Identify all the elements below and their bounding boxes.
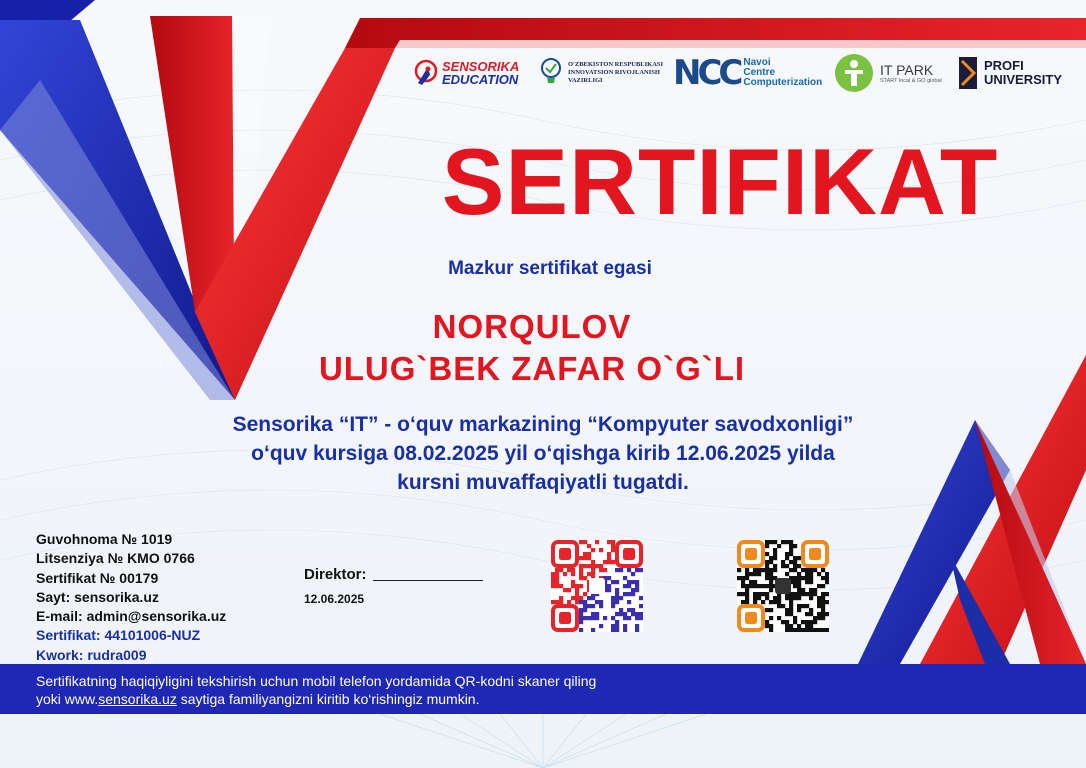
profi-logo-line2: UNIVERSITY (984, 72, 1063, 87)
it-park-logo-line1: IT PARK (880, 62, 934, 78)
ministry-logo (538, 52, 686, 94)
sensorika-education-logo (414, 52, 519, 94)
certificate-info (36, 530, 226, 665)
signature-line (373, 580, 483, 581)
profi-flag-icon (958, 55, 978, 91)
sertifikat-number: Sertifikat № 00179 (36, 569, 159, 586)
ministry-logo-line2: INNOVATSION RIVOJLANISH (568, 69, 660, 76)
litsenziya-number: Litsenziya № KMO 0766 (36, 550, 195, 567)
holder-given-name: ULUG`BEK ZAFAR O`G`LI (318, 350, 746, 387)
qr-code-sensorika (551, 540, 643, 632)
certificate-body-line3: kursni muvaffaqiyatli tugatdi. (397, 471, 689, 494)
certificate-body-line2: o‘quv kursiga 08.02.2025 yil o‘qishga kirib 12.06.2025 yilda (251, 442, 835, 465)
footer-line1: Sertifikatning haqiqiyligini tekshirish uchun mobil telefon yordamida QR-kodni skaner qiling (36, 673, 597, 689)
sertifikat-code: Sertifikat: 44101006-NUZ (36, 627, 201, 644)
sensorika-logo-line1: SENSORIKA (442, 59, 520, 74)
sensorika-logo-line2: EDUCATION (442, 72, 519, 87)
navoi-logo-line3: Computerization (743, 77, 823, 88)
qr-code-kwork (737, 540, 829, 632)
navoi-logo-mark: NCC (673, 53, 740, 93)
director-signature (304, 566, 483, 583)
profi-university-logo (958, 52, 1062, 94)
footer-line2-suffix: saytiga familiyangizni kiritib ko‘rishingiz mumkin. (176, 691, 480, 707)
it-park-icon (834, 53, 874, 93)
profi-logo-line1: PROFI (984, 58, 1024, 73)
footer-website-link[interactable]: sensorika.uz (98, 691, 177, 707)
footer-bar (0, 664, 1086, 714)
ministry-logo-line3: VAZIRLIGI (568, 77, 603, 84)
it-park-logo (834, 52, 942, 94)
director-date: 12.06.2025 (304, 592, 365, 606)
certificate-body-line1: Sensorika “IT” - o‘quv markazining “Kompyuter savodxonligi” (232, 413, 854, 436)
footer-line2 (36, 691, 479, 707)
guvohnoma-number: Guvohnoma № 1019 (36, 531, 173, 547)
it-park-logo-line2: START local & GO global (880, 78, 942, 84)
navoi-centre-logo (673, 52, 822, 94)
sensorika-rocket-icon (414, 57, 438, 89)
holder-surname: NORQULOV (432, 308, 632, 345)
kwork: Kwork: rudra009 (36, 646, 147, 663)
email: E-mail: admin@sensorika.uz (36, 608, 227, 625)
certificate-intro: Mazkur sertifikat egasi (448, 258, 652, 279)
ministry-logo-line1: O'ZBEKISTON RESPUBLIKASI (568, 61, 664, 68)
director-label: Direktor: (304, 566, 367, 583)
website: Sayt: sensorika.uz (36, 588, 159, 605)
certificate-body (60, 410, 1026, 497)
navoi-logo-line2: Centre (743, 67, 776, 78)
lightbulb-icon (538, 56, 564, 90)
certificate-title: SERTIFIKAT (441, 129, 999, 234)
footer-line2-prefix: yoki www. (36, 691, 99, 707)
navoi-logo-line1: Navoi (743, 57, 771, 68)
